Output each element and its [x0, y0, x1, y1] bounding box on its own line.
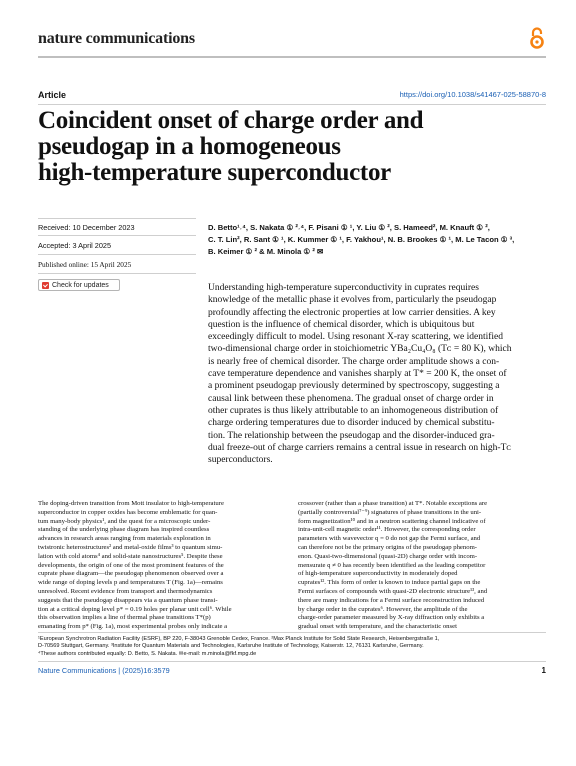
published-date: Published online: 15 April 2025: [38, 260, 132, 269]
title-line: Coincident onset of charge order and: [38, 107, 424, 134]
body-line: superconductor in copper oxides has become emblematic for quan-: [38, 508, 218, 516]
abstract-line: profoundly affecting the electronic properties at low carrier densities. A key: [208, 307, 496, 318]
body-line: standing of the underlying phase diagram has inspired countless: [38, 526, 210, 534]
abstract-line: dual freeze-out of charge carriers remains a central issue in research on high-Tᴄ: [208, 442, 511, 453]
page-number: 1: [541, 666, 546, 675]
body-line: enon. Quasi-two-dimensional (quasi-2D) charge order with incom-: [298, 552, 478, 560]
affiliation-line: ⁴These authors contributed equally: D. Betto, S. Nakata. ✉e-mail: m.minola@fkf.mpg.de: [38, 650, 257, 657]
body-line: intra-unit-cell magnetic order¹¹. However, the corresponding order: [298, 526, 476, 534]
title-rule: [38, 104, 546, 105]
article-type: Article: [38, 90, 67, 100]
author-line[interactable]: D. Betto¹˒⁴, S. Nakata ① ²˒⁴, F. Pisani ① ¹, Y. Liu ① ², S. Hameed², M. Knauft ① ²,: [208, 223, 490, 232]
accepted-date: Accepted: 3 April 2025: [38, 241, 112, 250]
abstract-line: tion. The relationship between the pseudogap and the disorder-induced gra-: [208, 430, 495, 441]
body-line: The doping-driven transition from Mott insulator to high-temperature: [38, 500, 224, 507]
footer-rule: [38, 661, 546, 662]
body-line: (partially controversial⁷⁻⁹) signatures of phase transitions in the uni-: [298, 508, 482, 516]
body-line: can therefore not be the primary origins of the pseudogap phenom-: [298, 543, 478, 551]
affiliations: [38, 636, 546, 658]
body-line: gradual onset with temperature, and the characteristic onset: [298, 623, 457, 631]
body-line: lation with cold atoms⁴ and solid-state nanostructures⁵. Despite these: [38, 552, 223, 560]
abstract-line: causal link between these phenomena. The gradual onset of charge order in: [208, 393, 494, 404]
abstract-line: other cuprates is thus likely attributable to an inhomogeneous distribution of: [208, 405, 499, 416]
body-line: this observation implies a line of thermal phase transitions T*(p): [38, 614, 211, 622]
header-rule: [38, 56, 546, 58]
body-line: developments, the origin of one of the most prominent features of the: [38, 561, 224, 569]
body-line: wide range of doping levels p and temperatures T (Fig. 1a)—remains: [38, 579, 223, 587]
abstract-line: is nearly free of chemical disorder. The charge order amplitude shows a con-: [208, 356, 500, 367]
body-line: advances in research areas ranging from materials exploration in: [38, 535, 211, 543]
abstract-line: question is the influence of chemical disorder, which is ubiquitous but: [208, 319, 475, 330]
body-column-right: [298, 500, 546, 632]
doi-link[interactable]: https://doi.org/10.1038/s41467-025-58870-8: [399, 90, 546, 99]
abstract-line: superconductors.: [208, 455, 273, 466]
article-title: [38, 108, 518, 186]
body-line: mensurate q ≠ 0 has recently been identified as the leading competitor: [298, 561, 486, 569]
received-date: Received: 10 December 2023: [38, 223, 135, 232]
body-line: by charge order in the cuprates⁶. However, the amplitude of the: [298, 605, 468, 613]
author-list: [208, 222, 548, 258]
open-access-icon: [528, 26, 546, 50]
check-for-updates-button[interactable]: [38, 279, 120, 291]
title-line: pseudogap in a homogeneous: [38, 133, 341, 160]
body-line: Fermi surfaces of compounds with quasi-2D electronic structure¹³, and: [298, 587, 488, 595]
body-line: twistronic heterostructures² and metal-oxide films³ to quantum simu-: [38, 543, 223, 551]
meta-rule: [38, 254, 196, 255]
check-updates-label: Check for updates: [52, 281, 109, 289]
body-line: tum many-body physics¹, and the quest for a microscopic under-: [38, 517, 211, 525]
title-line: high-temperature superconductor: [38, 159, 391, 186]
abstract-line: cave temperature dependence and vanishes sharply at T* = 200 K, the onset of: [208, 369, 507, 380]
body-line: charge-order parameter measured by X-ray diffraction only exhibits a: [298, 614, 485, 622]
meta-rule: [38, 273, 196, 274]
body-line: cuprates¹². This form of order is known to induce partial gaps on the: [298, 579, 481, 587]
abstract-line: exceedingly difficult to model. Using resonant X-ray scattering, we identified: [208, 332, 504, 343]
body-line: crossover (rather than a phase transition) at T*. Notable exceptions are: [298, 500, 488, 507]
body-line: cuprate phase diagram—the pseudogap phenomenon observed over a: [38, 570, 224, 578]
affiliation-line: ¹European Synchrotron Radiation Facility (ESRF), BP 220, F-38043 Grenoble Cedex, France. ²Max Planck Institute for Solid State Research, Heisenbergstraße 1,: [38, 636, 440, 642]
body-line: there are many indications for a Fermi surface reconstruction induced: [298, 596, 485, 604]
abstract-line: charge ordering temperatures due to disorder induced by chemical substitu-: [208, 418, 495, 429]
abstract: [208, 282, 550, 466]
body-line: parameters with wavevector q = 0 do not gap the Fermi surface, and: [298, 535, 481, 543]
body-line: of high-temperature superconductivity in moderately doped: [298, 570, 458, 578]
abstract-line: two-dimensional charge order in stoichiometric YBa₂Cu₄O₈ (Tᴄ = 80 K), which: [208, 344, 512, 355]
footer-journal-reference[interactable]: Nature Communications | (2025)16:3579: [38, 666, 170, 675]
meta-rule: [38, 235, 196, 236]
check-updates-icon: [42, 282, 49, 289]
meta-rule: [38, 218, 196, 219]
body-column-left: [38, 500, 286, 632]
body-line: form magnetization¹⁰ and in a neutron scattering channel indicative of: [298, 517, 486, 525]
body-line: unresolved. Recent evidence from transport and thermodynamics: [38, 587, 213, 595]
abstract-line: Understanding high-temperature superconductivity in cuprates requires: [208, 283, 479, 293]
abstract-line: a prominent pseudogap previously determined by spectroscopy, suggesting a: [208, 381, 500, 392]
abstract-line: knowledge of the metallic phase it evolves from, particularly the pseudogap: [208, 295, 497, 306]
body-line: emanating from p* (Fig. 1a), most experimental probes only indicate a: [38, 623, 228, 631]
journal-name[interactable]: nature communications: [38, 30, 195, 47]
author-line[interactable]: C. T. Lin², R. Sant ① ¹, K. Kummer ① ¹, F. Yakhou¹, N. B. Brookes ① ¹, M. Le Tacon ① ³,: [208, 235, 515, 244]
affiliation-line: D-70569 Stuttgart, Germany. ³Institute for Quantum Materials and Technologies, Karlsruhe Institute of Technology, Kaiserstr. 12, 76131 Karlsruhe, Germany.: [38, 643, 424, 650]
affiliation-rule: [38, 632, 546, 633]
body-line: suggests that the pseudogap disappears via a quantum phase transi-: [38, 596, 218, 604]
author-line[interactable]: B. Keimer ① ² & M. Minola ① ² ✉: [208, 247, 324, 256]
body-line: tion at a critical doping level p* = 0.19 holes per planar unit cell⁶. While: [38, 605, 232, 613]
